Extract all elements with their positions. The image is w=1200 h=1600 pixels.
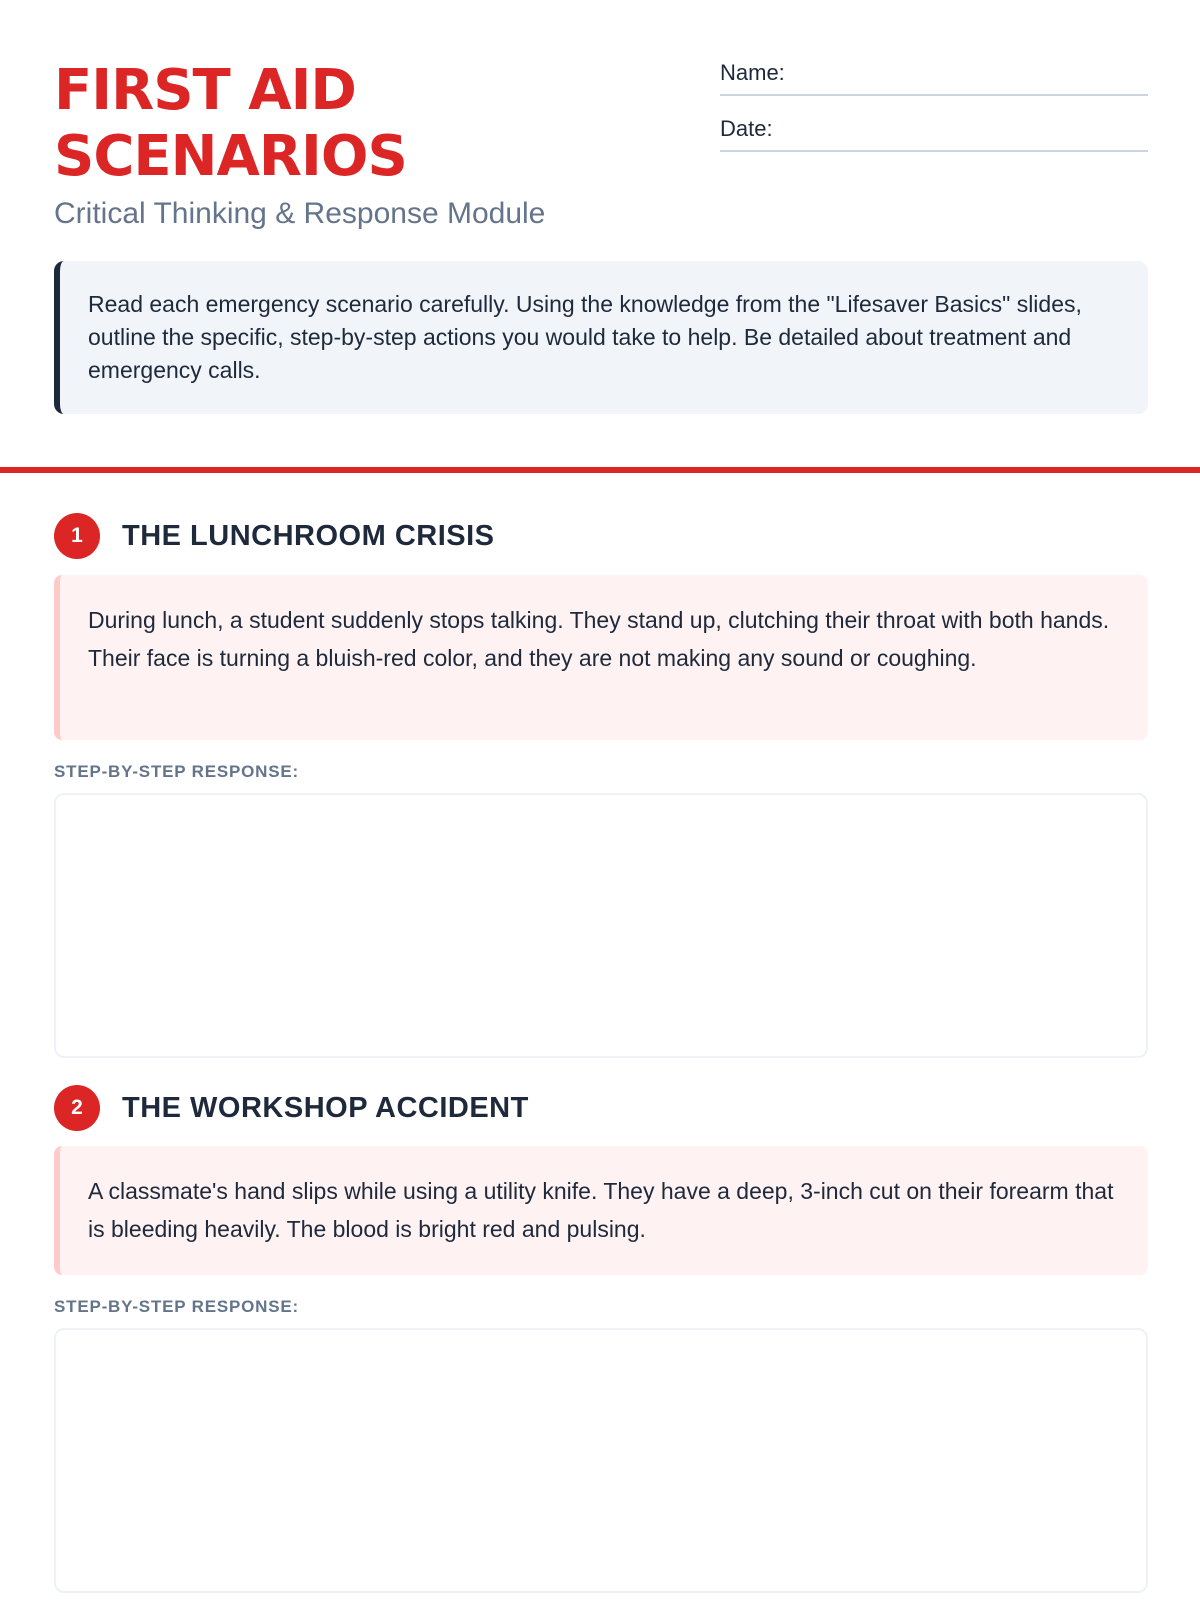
scenario-1-title: THE LUNCHROOM CRISIS	[122, 519, 495, 552]
scenario-2-description: A classmate's hand slips while using a utility knife. They have a deep, 3-inch cut on their forearm that is bleeding heavily. The blood is bright red and pulsing.	[54, 1146, 1148, 1275]
name-field[interactable]	[720, 52, 1148, 96]
scenario-2-number-badge: 2	[54, 1085, 100, 1131]
student-info-fields	[720, 52, 1148, 164]
section-divider	[0, 467, 1200, 473]
scenario-1-response-label: STEP-BY-STEP RESPONSE:	[54, 762, 299, 781]
page-subtitle: Critical Thinking & Response Module	[54, 197, 546, 230]
scenario-1-heading	[54, 513, 495, 559]
instructions-box: Read each emergency scenario carefully. Using the knowledge from the "Lifesaver Basics" slides, outline the specific, step-by-step actions you would take to help. Be detailed about treatment and emergency calls.	[54, 261, 1148, 414]
scenario-2-response-label: STEP-BY-STEP RESPONSE:	[54, 1297, 299, 1316]
date-label: Date:	[720, 116, 773, 141]
date-field[interactable]	[720, 108, 1148, 152]
scenario-1-response-area[interactable]	[54, 793, 1148, 1058]
scenario-2-response-area[interactable]	[54, 1328, 1148, 1593]
scenario-1-number-badge: 1	[54, 513, 100, 559]
name-label: Name:	[720, 60, 785, 85]
page-title: FIRST AID SCENARIOS	[54, 58, 407, 189]
scenario-2-heading	[54, 1085, 529, 1131]
scenario-2-title: THE WORKSHOP ACCIDENT	[122, 1091, 529, 1124]
scenario-1-description: During lunch, a student suddenly stops talking. They stand up, clutching their throat with both hands. Their face is turning a bluish-red color, and they are not making any sound or coughing.	[54, 575, 1148, 740]
